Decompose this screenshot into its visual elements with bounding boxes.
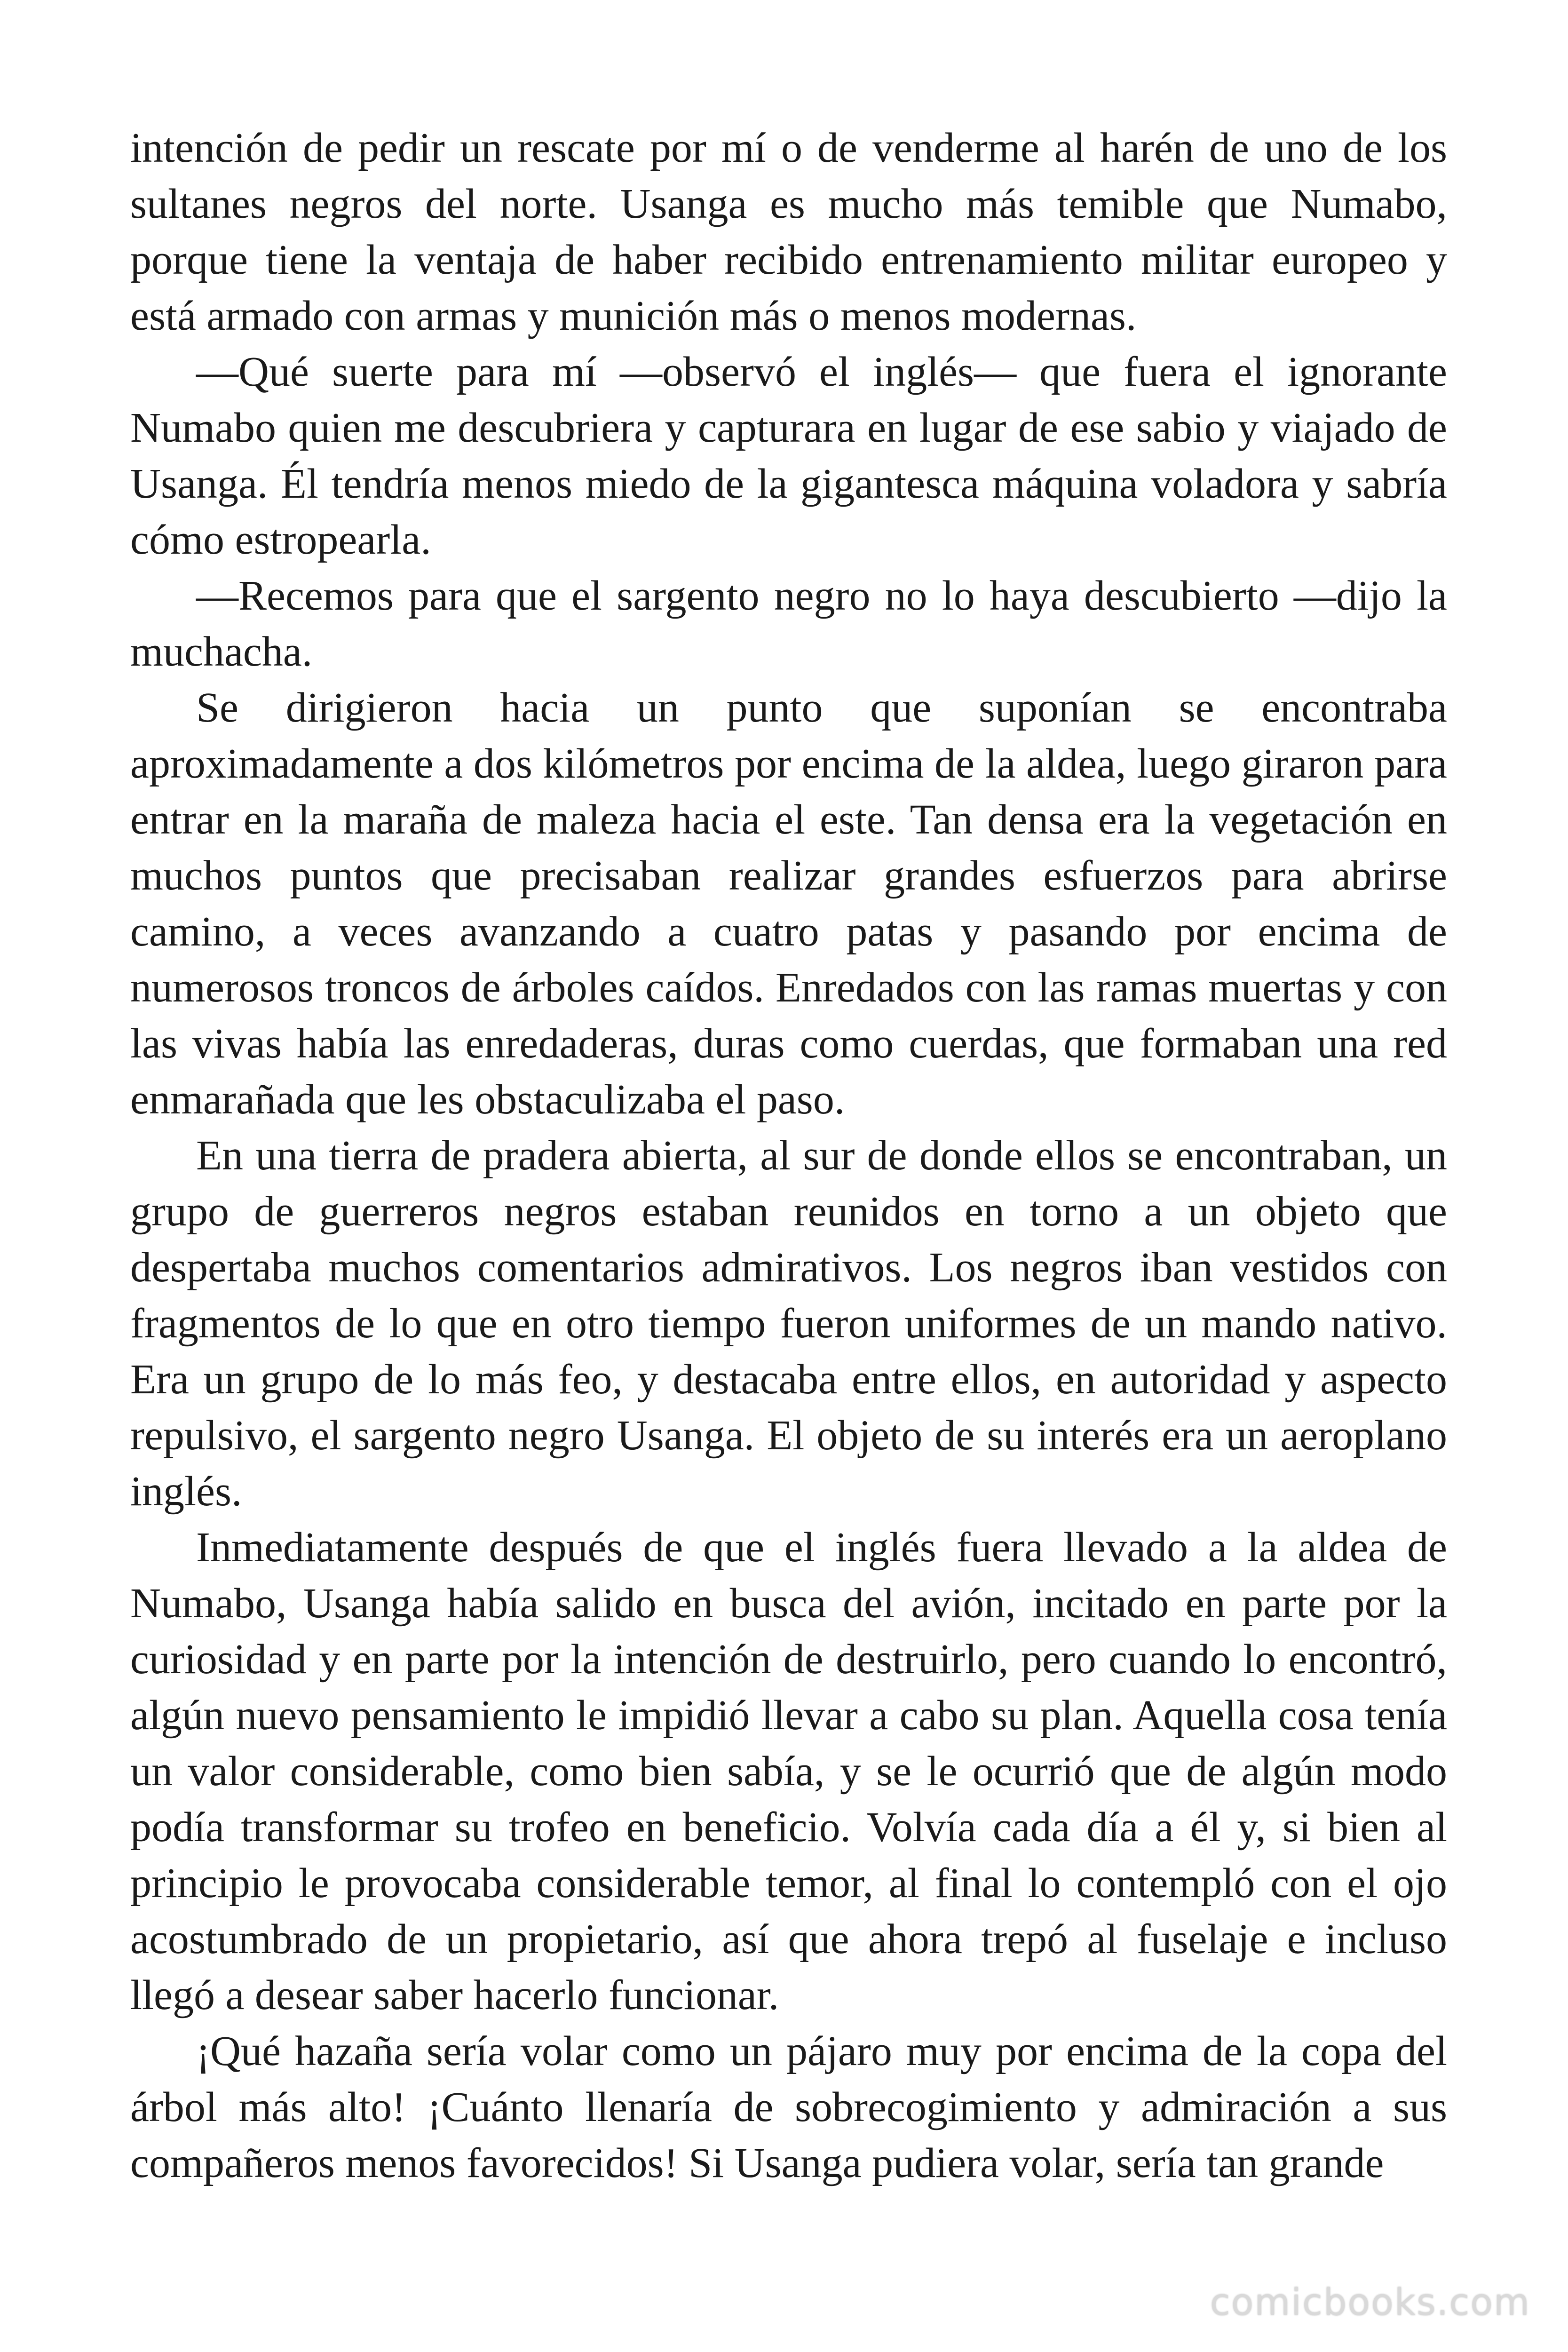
paragraph-6: Inmediatamente después de que el inglés fuera llevado a la aldea de Numabo, Usanga había salido en busca del avión, incitado en parte por la curiosidad y en parte por la intención de destruirlo, pero cuando lo encontró, algún nuevo pensamiento le impidió llevar a cabo su plan. Aquella cosa tenía un valor considerable, como bien sabía, y se le ocurrió que de algún modo podía transformar su trofeo en beneficio. Volvía cada día a él y, si bien al principio le provocaba considerable temor, al final lo contempló con el ojo acostumbrado de un propietario, así que ahora trepó al fuselaje e incluso llegó a desear saber hacerlo funcionar. bbox=[130, 1524, 1447, 2018]
watermark: comicbooks.com bbox=[1210, 2281, 1530, 2324]
paragraph-7: ¡Qué hazaña sería volar como un pájaro muy por encima de la copa del árbol más alto! ¡Cuánto llenaría de sobrecogimiento y admiración a sus compañeros menos favorecidos! Si Usanga pudiera volar, sería tan grande bbox=[130, 2028, 1447, 2186]
paragraph-5: En una tierra de pradera abierta, al sur de donde ellos se encontraban, un grupo de guerreros negros estaban reunidos en torno a un objeto que despertaba muchos comentarios admirativos. Los negros iban vestidos con fragmentos de lo que en otro tiempo fueron uniformes de un mando nativo. Era un grupo de lo más feo, y destacaba entre ellos, en autoridad y aspecto repulsivo, el sargento negro Usanga. El objeto de su interés era un aeroplano inglés. bbox=[130, 1132, 1447, 1515]
paragraph-3: —Recemos para que el sargento negro no lo haya descubierto —dijo la muchacha. bbox=[130, 572, 1447, 675]
paragraph-4: Se dirigieron hacia un punto que suponían se encontraba aproximadamente a dos kilómetros por encima de la aldea, luego giraron para entrar en la maraña de maleza hacia el este. Tan densa era la vegetación en muchos puntos que precisaban realizar grandes esfuerzos para abrirse camino, a veces avanzando a cuatro patas y pasando por encima de numerosos troncos de árboles caídos. Enredados con las ramas muertas y con las vivas había las enredaderas, duras como cuerdas, que formaban una red enmarañada que les obstaculizaba el paso. bbox=[130, 684, 1447, 1123]
paragraph-1: intención de pedir un rescate por mí o de venderme al harén de uno de los sultanes negros del norte. Usanga es mucho más temible que Numabo, porque tiene la ventaja de haber recibido entrenamiento militar europeo y está armado con armas y munición más o menos modernas. bbox=[130, 125, 1447, 339]
paragraph-2: —Qué suerte para mí —observó el inglés— que fuera el ignorante Numabo quien me descubriera y capturara en lugar de ese sabio y viajado de Usanga. Él tendría menos miedo de la gigantesca máquina voladora y sabría cómo estropearla. bbox=[130, 349, 1447, 563]
book-page-body bbox=[130, 120, 1447, 2191]
